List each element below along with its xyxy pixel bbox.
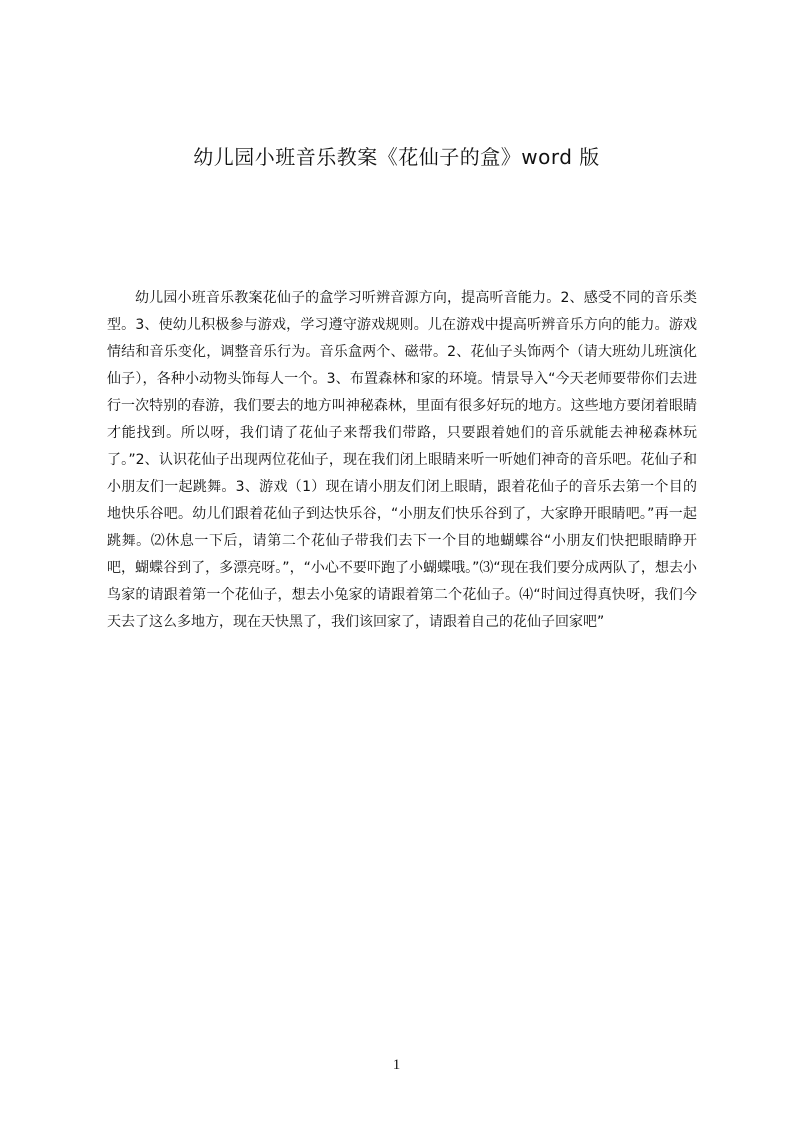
document-title: 幼儿园小班音乐教案《花仙子的盒》word 版 (193, 145, 600, 169)
document-body: 幼儿园小班音乐教案花仙子的盒学习听辨音源方向，提高听音能力。2、感受不同的音乐类型。3、使幼儿积极参与游戏，学习遵守游戏规则。儿在游戏中提高听辨音乐方向的能力。游戏情结和音乐变化，调整音乐行为。音乐盒两个、磁带。2、花仙子头饰两个（请大班幼儿班演化仙子），各种小动物头饰每人一个。3、布置森林和家的环境。情景导入“今天老师要带你们去进行一次特别的春游，我们要去的地方叫神秘森林，里面有很多好玩的地方。这些地方要闭着眼睛才能找到。所以呀，我们请了花仙子来帮我们带路，只要跟着她们的音乐就能去神秘森林玩了。”2、认识花仙子出现两位花仙子，现在我们闭上眼睛来听一听她们神奇的音乐吧。花仙子和小朋友们一起跳舞。3、游戏（1）现在请小朋友们闭上眼睛，跟着花仙子的音乐去第一个目的地快乐谷吧。幼儿们跟着花仙子到达快乐谷，“小朋友们快乐谷到了，大家睁开眼睛吧。”再一起跳舞。⑵休息一下后，请第二个花仙子带我们去下一个目的地蝴蝶谷“小朋友们快把眼睛睁开吧，蝴蝶谷到了，多漂亮呀。”，“小心不要吓跑了小蝴蝶哦。”⑶“现在我们要分成两队了，想去小鸟家的请跟着第一个花仙子，想去小兔家的请跟着第二个花仙子。⑷“时间过得真快呀，我们今天去了这么多地方，现在天快黑了，我们该回家了，请跟着自己的花仙子回家吧” (107, 290, 697, 630)
page-number: 1 (392, 1057, 401, 1073)
